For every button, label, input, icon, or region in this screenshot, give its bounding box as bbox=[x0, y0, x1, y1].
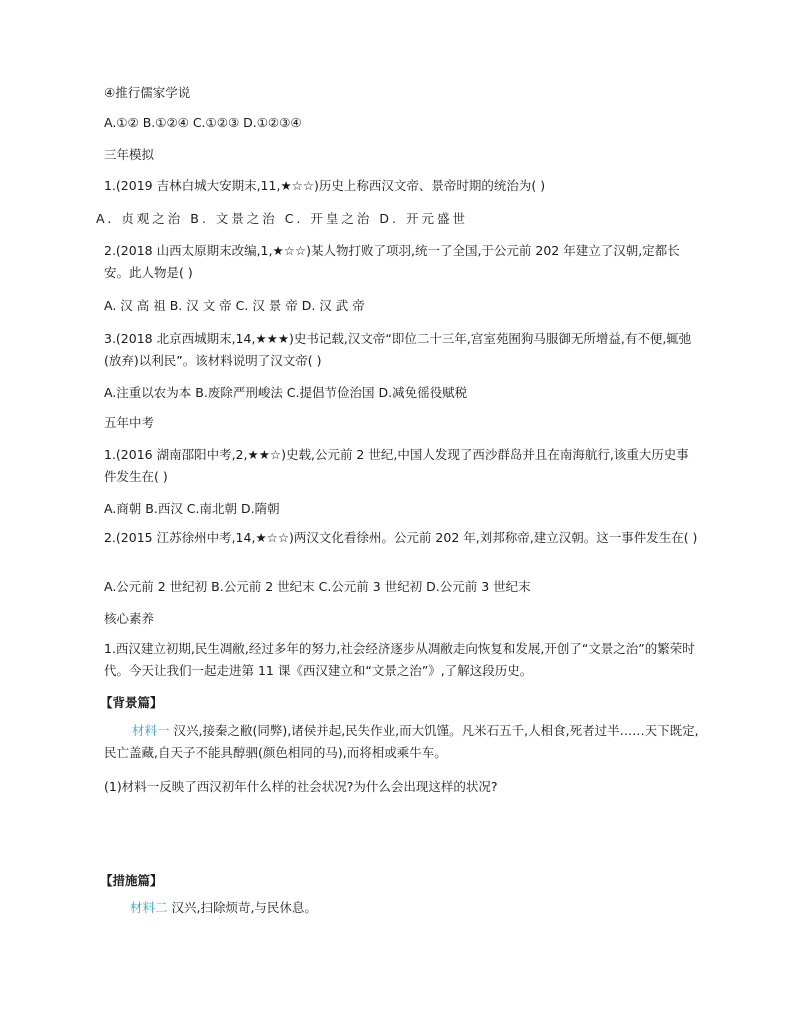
answer-options: A. 汉 高 祖 B. 汉 文 帝 C. 汉 景 帝 D. 汉 武 帝 bbox=[104, 298, 365, 313]
background-heading: 【背景篇】 bbox=[100, 695, 163, 710]
answer-options: A.注重以农为本 B.废除严刑峻法 C.提倡节俭治国 D.减免徭役赋税 bbox=[104, 385, 468, 400]
answer-options: A.①② B.①②④ C.①②③ D.①②③④ bbox=[104, 115, 302, 130]
question-text: 1.(2019 吉林白城大安期末,11,★☆☆)历史上称西汉文帝、景帝时期的统治为( ) bbox=[104, 178, 546, 193]
material-one-paragraph bbox=[104, 720, 700, 764]
measures-heading: 【措施篇】 bbox=[100, 873, 163, 888]
question-text: 2.(2018 山西太原期末改编,1,★☆☆)某人物打败了项羽,统一了全国,于公元前 202 年建立了汉朝,定都长安。此人物是( ) bbox=[104, 243, 680, 280]
material-one-text: 汉兴,接秦之敝(同弊),诸侯并起,民失作业,而大饥馑。凡米石五千,人相食,死者过半……天下既定,民亡盖藏,自天子不能具醇驷(颜色相同的马),而将相或乘牛车。 bbox=[104, 723, 699, 760]
answer-options: A.公元前 2 世纪初 B.公元前 2 世纪末 C.公元前 3 世纪初 D.公元前 3 世纪末 bbox=[104, 579, 531, 594]
section-heading-five-year: 五年中考 bbox=[104, 415, 155, 430]
material-one-label: 材料一 bbox=[132, 723, 170, 738]
answer-options: A. 贞观之治 B. 文景之治 C. 开皇之治 D. 开元盛世 bbox=[96, 211, 468, 226]
material-two-text: 汉兴,扫除烦苛,与民休息。 bbox=[167, 900, 317, 915]
question-text: 3.(2018 北京西城期末,14,★★★)史书记载,汉文帝“即位二十三年,宫室苑囿狗马服御无所增益,有不便,辄弛(放弃)以利民”。该材料说明了汉文帝( ) bbox=[104, 331, 692, 368]
material-two-label: 材料二 bbox=[130, 900, 168, 915]
material-two-paragraph bbox=[130, 899, 317, 917]
option-item-4: ④推行儒家学说 bbox=[104, 85, 191, 100]
section-heading-three-year: 三年模拟 bbox=[104, 147, 155, 162]
question-text: 1.西汉建立初期,民生凋敝,经过多年的努力,社会经济逐步从凋敝走向恢复和发展,开创了“文景之治”的繁荣时代。今天让我们一起走进第 11 课《西汉建立和“文景之治”》,了解这段历史。 bbox=[104, 641, 695, 678]
section-heading-core: 核心素养 bbox=[104, 611, 155, 626]
answer-options: A.商朝 B.西汉 C.南北朝 D.隋朝 bbox=[104, 501, 280, 516]
sub-question-text: (1)材料一反映了西汉初年什么样的社会状况?为什么会出现这样的状况? bbox=[104, 779, 498, 794]
question-text: 1.(2016 湖南邵阳中考,2,★★☆)史载,公元前 2 世纪,中国人发现了西沙群岛并且在南海航行,该重大历史事件发生在( ) bbox=[104, 447, 689, 484]
question-text: 2.(2015 江苏徐州中考,14,★☆☆)两汉文化看徐州。公元前 202 年,刘邦称帝,建立汉朝。这一事件发生在( ) bbox=[104, 530, 698, 545]
